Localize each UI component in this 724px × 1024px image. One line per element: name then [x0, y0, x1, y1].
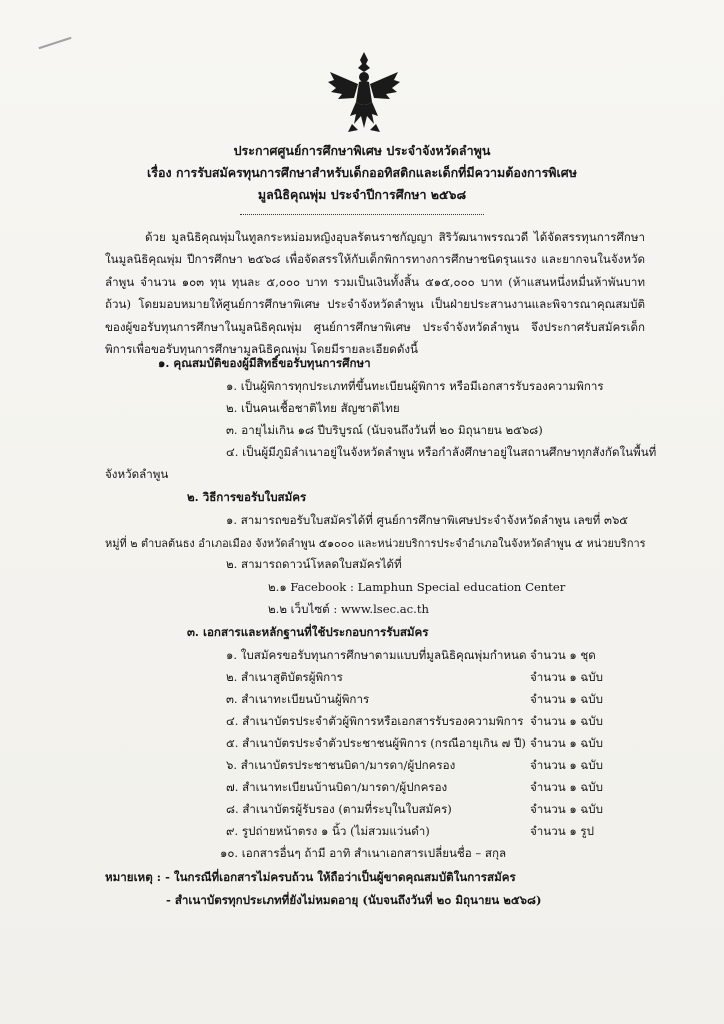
note-line-2: - สำเนาบัตรทุกประเภทที่ยังไม่หมดอายุ (นับจนถึงวันที่ ๒๐ มิถุนายน ๒๕๖๘): [166, 893, 542, 907]
dotted-separator: [240, 214, 484, 215]
garuda-emblem-icon: [328, 50, 400, 134]
s3-doc-item: ๔. สำเนาบัตรประจำตัวผู้พิการหรือเอกสารรับรองความพิการ: [226, 714, 524, 728]
s3-doc-qty: จำนวน ๑ ฉบับ: [530, 692, 604, 706]
s2-item-2: ๒. สามารถดาวน์โหลดใบสมัครได้ที่: [226, 557, 402, 571]
s3-doc-item: ๗. สำเนาทะเบียนบ้านบิดา/มารดา/ผู้ปกครอง: [226, 780, 448, 794]
announcement-title: ประกาศศูนย์การศึกษาพิเศษ ประจำจังหวัดลำพูน: [233, 143, 491, 158]
s3-doc-item: ๙. รูปถ่ายหน้าตรง ๑ นิ้ว (ไม่สวมแว่นดำ): [226, 824, 430, 838]
s2-item-1: ๑. สามารถขอรับใบสมัครได้ที่ ศูนย์การศึกษาพิเศษประจำจังหวัดลำพูน เลขที่ ๓๖๕: [226, 513, 629, 527]
s2-item-1-cont: หมู่ที่ ๒ ตำบลต้นธง อำเภอเมือง จังหวัดลำพูน ๕๑๐๐๐ และหน่วยบริการประจำอำเภอในจังหวัดลำพูน ๕ หน่วยบริการ: [105, 537, 646, 550]
s3-doc-qty: จำนวน ๑ ฉบับ: [530, 802, 604, 816]
s3-doc-qty: จำนวน ๑ ฉบับ: [530, 758, 604, 772]
s2-item-2-2: ๒.๒ เว็บไซต์ : www.lsec.ac.th: [268, 602, 429, 616]
s3-doc-qty: จำนวน ๑ ฉบับ: [530, 780, 604, 794]
s3-doc-item: ๒. สำเนาสูติบัตรผู้พิการ: [226, 670, 343, 684]
pen-mark: [39, 37, 72, 49]
s3-doc-qty: จำนวน ๑ ฉบับ: [530, 736, 604, 750]
s3-doc-item: ๘. สำเนาบัตรผู้รับรอง (ตามที่ระบุในใบสมัคร): [226, 802, 452, 816]
s1-item-4-cont: จังหวัดลำพูน: [105, 467, 169, 481]
s3-doc-qty: จำนวน ๑ ชุด: [530, 648, 596, 662]
intro-paragraph: ด้วย มูลนิธิคุณพุ่มในทูลกระหม่อมหญิงอุบลรัตนราชกัญญา สิริวัฒนาพรรณวดี ได้จัดสรรทุนการศึกษาในมูลนิธิคุณพุ่ม ปีการศึกษา ๒๕๖๘ เพื่อจัดสรรให้กับเด็กพิการทางการศึกษาชนิดรุนแรง และยากจนในจังหวัดลำพูน จำนวน ๑๐๓ ทุน ทุนละ ๕,๐๐๐ บาท รวมเป็นเงินทั้งสิ้น ๕๑๕,๐๐๐ บาท (ห้าแสนหนึ่งหมื่นห้าพันบาทถ้วน) โดยมอบหมายให้ศูนย์การศึกษาพิเศษ ประจำจังหวัดลำพูน เป็นฝ่ายประสานงานและพิจารณาคุณสมบัติของผู้ขอรับทุนการศึกษาในมูลนิธิคุณพุ่ม ศูนย์การศึกษาพิเศษ ประจำจังหวัดลำพูน จึงประกาศรับสมัครเด็กพิการเพื่อขอรับทุนการศึกษามูลนิธิคุณพุ่ม โดยมีรายละเอียดดังนี้: [105, 230, 645, 357]
s3-doc-item: ๓. สำเนาทะเบียนบ้านผู้พิการ: [226, 692, 370, 706]
s3-doc-item: ๑๐. เอกสารอื่นๆ ถ้ามี อาทิ สำเนาเอกสารเปลี่ยนชื่อ – สกุล: [220, 846, 507, 860]
s3-doc-item: ๖. สำเนาบัตรประชาชนบิดา/มารดา/ผู้ปกครอง: [226, 758, 456, 772]
announcement-year: มูลนิธิคุณพุ่ม ประจำปีการศึกษา ๒๕๖๘: [257, 187, 467, 202]
s1-item-3: ๓. อายุไม่เกิน ๑๘ ปีบริบูรณ์ (นับจนถึงวันที่ ๒๐ มิถุนายน ๒๕๖๘): [226, 423, 543, 437]
section-2-title: ๒. วิธีการขอรับใบสมัคร: [187, 490, 307, 504]
s1-item-2: ๒. เป็นคนเชื้อชาติไทย สัญชาติไทย: [226, 401, 400, 415]
s3-doc-qty: จำนวน ๑ ฉบับ: [530, 714, 604, 728]
s3-doc-item: ๑. ใบสมัครขอรับทุนการศึกษาตามแบบที่มูลนิธิคุณพุ่มกำหนด: [226, 648, 527, 662]
announcement-subject: เรื่อง การรับสมัครทุนการศึกษาสำหรับเด็กออทิสติกและเด็กที่มีความต้องการพิเศษ: [147, 165, 577, 180]
s2-item-2-1: ๒.๑ Facebook : Lamphun Special education Center: [268, 580, 566, 594]
section-1-title: ๑. คุณสมบัติของผู้มีสิทธิ์ขอรับทุนการศึกษา: [158, 356, 371, 370]
s1-item-1: ๑. เป็นผู้พิการทุกประเภทที่ขึ้นทะเบียนผู้พิการ หรือมีเอกสารรับรองความพิการ: [226, 379, 604, 393]
s3-doc-item: ๕. สำเนาบัตรประจำตัวประชาชนผู้พิการ (กรณีอายุเกิน ๗ ปี): [226, 736, 526, 750]
s3-doc-qty: จำนวน ๑ รูป: [530, 824, 594, 838]
note-line-1: หมายเหตุ : - ในกรณีที่เอกสารไม่ครบถ้วน ให้ถือว่าเป็นผู้ขาดคุณสมบัติในการสมัคร: [105, 870, 516, 884]
s1-item-4: ๔. เป็นผู้มีภูมิลำเนาอยู่ในจังหวัดลำพูน หรือกำลังศึกษาอยู่ในสถานศึกษาทุกสังกัดในพื้นที่: [226, 445, 657, 459]
s3-doc-qty: จำนวน ๑ ฉบับ: [530, 670, 604, 684]
section-3-title: ๓. เอกสารและหลักฐานที่ใช้ประกอบการรับสมัคร: [187, 625, 429, 639]
